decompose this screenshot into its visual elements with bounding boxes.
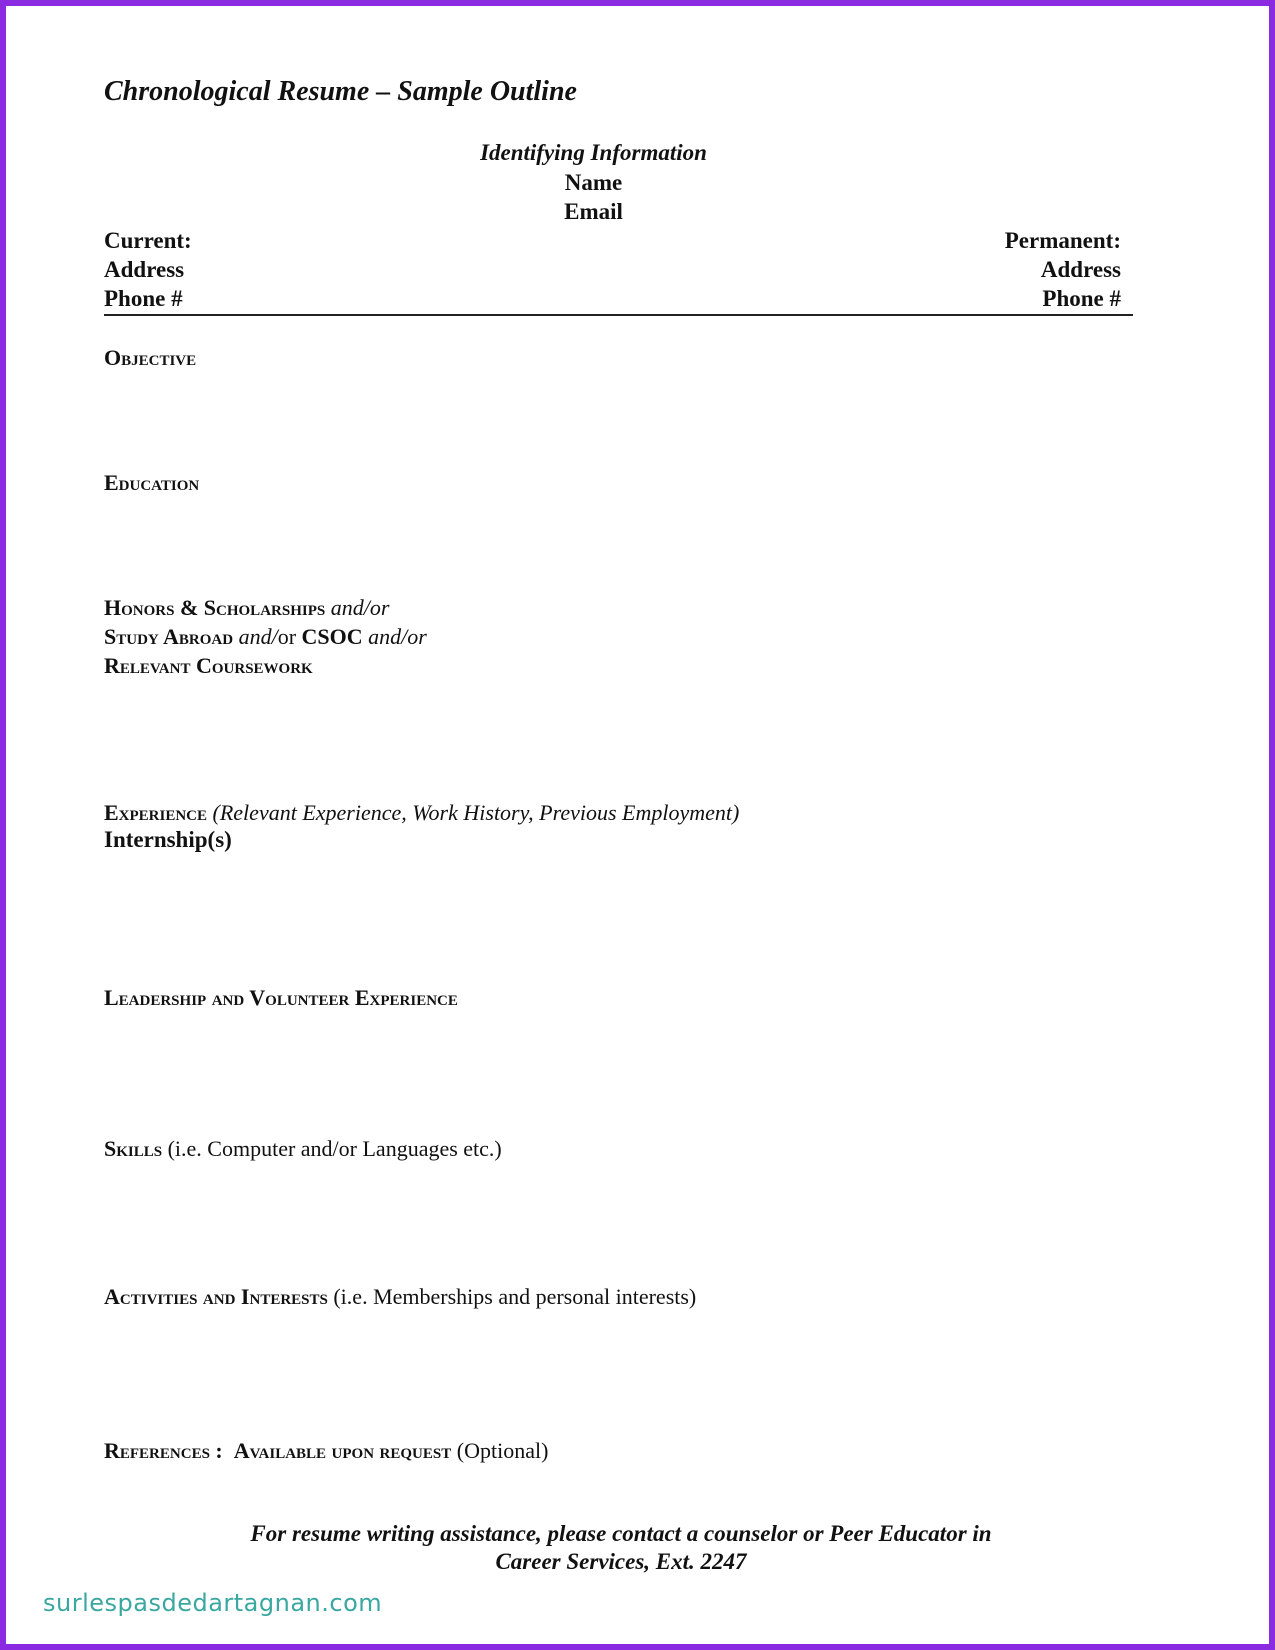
coursework-heading: Relevant Coursework: [104, 653, 313, 678]
footer-line-2: Career Services, Ext. 2247: [495, 1549, 747, 1574]
footer-line-1: For resume writing assistance, please contact a counselor or Peer Educator in: [250, 1521, 992, 1546]
study-abroad-heading: Study Abroad: [104, 624, 234, 649]
skills-heading: Skills: [104, 1136, 163, 1161]
references-value: Available upon request: [233, 1438, 452, 1463]
leadership-heading: Leadership and Volunteer Experience: [104, 985, 458, 1010]
honors-heading: Honors & Scholarships: [104, 595, 326, 620]
section-experience: [104, 798, 739, 827]
section-honors: [104, 593, 427, 680]
email-field: Email: [564, 199, 623, 224]
objective-heading: Objective: [104, 345, 197, 370]
csoc-conjunction: and/or: [362, 624, 427, 649]
permanent-address: Address: [1040, 257, 1121, 282]
site-watermark: surlespasdedartagnan.com: [43, 1589, 383, 1617]
csoc-heading: CSOC: [301, 624, 363, 649]
references-note: (Optional): [451, 1438, 549, 1463]
current-address: Address: [104, 257, 185, 282]
document-title: Chronological Resume – Sample Outline: [104, 76, 577, 107]
coursework-line: [104, 651, 427, 680]
permanent-contact-block: [1005, 226, 1121, 313]
name-field: Name: [564, 170, 623, 195]
skills-note: (i.e. Computer and/or Languages etc.): [162, 1136, 502, 1161]
section-references: [104, 1436, 548, 1465]
honors-line: [104, 593, 427, 622]
education-heading: Education: [104, 470, 200, 495]
current-contact-block: [104, 226, 192, 313]
footer-assistance-note: [6, 1520, 1236, 1576]
permanent-phone: Phone #: [1042, 286, 1121, 311]
honors-conjunction: and/or: [325, 595, 390, 620]
section-objective: [104, 343, 196, 372]
activities-note: (i.e. Memberships and personal interests): [327, 1284, 697, 1309]
study-abroad-line: [104, 622, 427, 651]
current-label: Current:: [104, 228, 192, 253]
experience-heading: Experience: [104, 800, 208, 825]
internships-subheading: Internship(s): [104, 827, 232, 852]
study-abroad-conjunction-italic: and/: [233, 624, 278, 649]
study-abroad-conjunction-plain: or: [277, 624, 302, 649]
section-education: [104, 468, 199, 497]
section-activities: [104, 1282, 696, 1311]
identifying-info-heading: Identifying Information: [480, 140, 707, 165]
permanent-label: Permanent:: [1004, 228, 1121, 253]
activities-heading: Activities and Interests: [104, 1284, 328, 1309]
header-divider: [104, 314, 1133, 316]
section-leadership: [104, 983, 458, 1012]
references-heading: References :: [104, 1438, 223, 1463]
section-skills: [104, 1134, 502, 1163]
current-phone: Phone #: [104, 286, 183, 311]
experience-note: (Relevant Experience, Work History, Previous Employment): [207, 800, 740, 825]
